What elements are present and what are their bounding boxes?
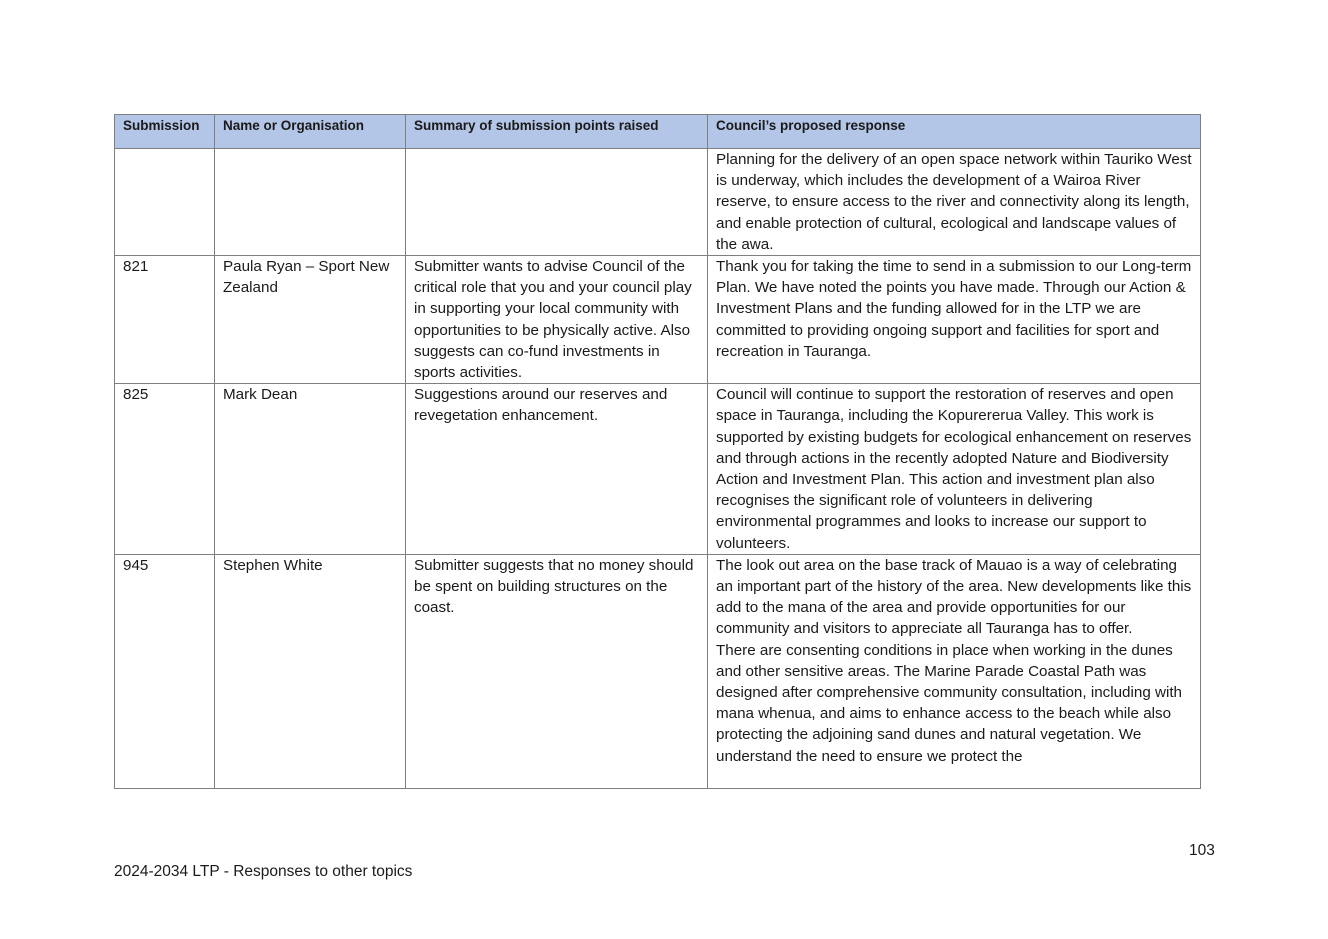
- cell-submission: 825: [115, 384, 215, 555]
- table-row: [115, 554, 1201, 788]
- cell-name: Paula Ryan – Sport New Zealand: [215, 256, 406, 384]
- header-response: Council’s proposed response: [708, 115, 1201, 149]
- response-paragraph: There are consenting conditions in place when working in the dunes and other sensitive areas. The Marine Parade Coastal Path was designed after comprehensive community consultation, including with mana whenua, and aims to enhance access to the beach while also protecting the adjoining sand dunes and natural vegetation. We understand the need to ensure we protect the: [716, 641, 1182, 765]
- cell-summary: Submitter wants to advise Council of the critical role that you and your council play in supporting your local community with opportunities to be physically active. Also suggests can co-fund investments in sports activities.: [406, 256, 708, 384]
- cell-name: [215, 149, 406, 256]
- response-paragraph: Thank you for taking the time to send in a submission to our Long-term Plan. We have noted the points you have made. Through our Action & Investment Plans and the funding allowed for in the LTP we are committed to providing ongoing support and facilities for sport and recreation in Tauranga.: [716, 258, 1192, 360]
- table-row: [115, 256, 1201, 384]
- response-paragraph: Council will continue to support the restoration of reserves and open space in Tauranga, including the Kopurererua Valley. This work is supported by existing budgets for ecological enhancement on reserves and through actions in the recently adopted Nature and Biodiversity Action and Investment Plan. This action and investment plan also recognises the significant role of volunteers in delivering environmental programmes and looks to increase our support to volunteers.: [716, 386, 1192, 552]
- table-row: [115, 149, 1201, 256]
- submissions-table: [114, 114, 1201, 789]
- cell-name: Mark Dean: [215, 384, 406, 555]
- response-paragraph: The look out area on the base track of Mauao is a way of celebrating an important part of the history of the area. New developments like this add to the mana of the area and provide opportunities for our community and visitors to appreciate all Tauranga has to offer.: [716, 556, 1192, 638]
- cell-response: [708, 554, 1201, 788]
- cell-response: [708, 256, 1201, 384]
- page-number: 103: [1189, 842, 1215, 859]
- cell-name: Stephen White: [215, 554, 406, 788]
- header-summary: Summary of submission points raised: [406, 115, 708, 149]
- cell-summary: Suggestions around our reserves and revegetation enhancement.: [406, 384, 708, 555]
- header-name: Name or Organisation: [215, 115, 406, 149]
- cell-submission: 821: [115, 256, 215, 384]
- cell-submission: [115, 149, 215, 256]
- footer-title: 2024-2034 LTP - Responses to other topics: [114, 863, 413, 880]
- response-paragraph: Planning for the delivery of an open space network within Tauriko West is underway, which includes the development of a Wairoa River reserve, to ensure access to the river and connectivity along its length, and enable protection of cultural, ecological and landscape values of the awa.: [716, 151, 1192, 253]
- cell-submission: 945: [115, 554, 215, 788]
- header-submission: Submission: [115, 115, 215, 149]
- cell-summary: [406, 149, 708, 256]
- cell-response: [708, 384, 1201, 555]
- table-header-row: [115, 115, 1201, 149]
- table-row: [115, 384, 1201, 555]
- cell-summary: Submitter suggests that no money should be spent on building structures on the coast.: [406, 554, 708, 788]
- cell-response: [708, 149, 1201, 256]
